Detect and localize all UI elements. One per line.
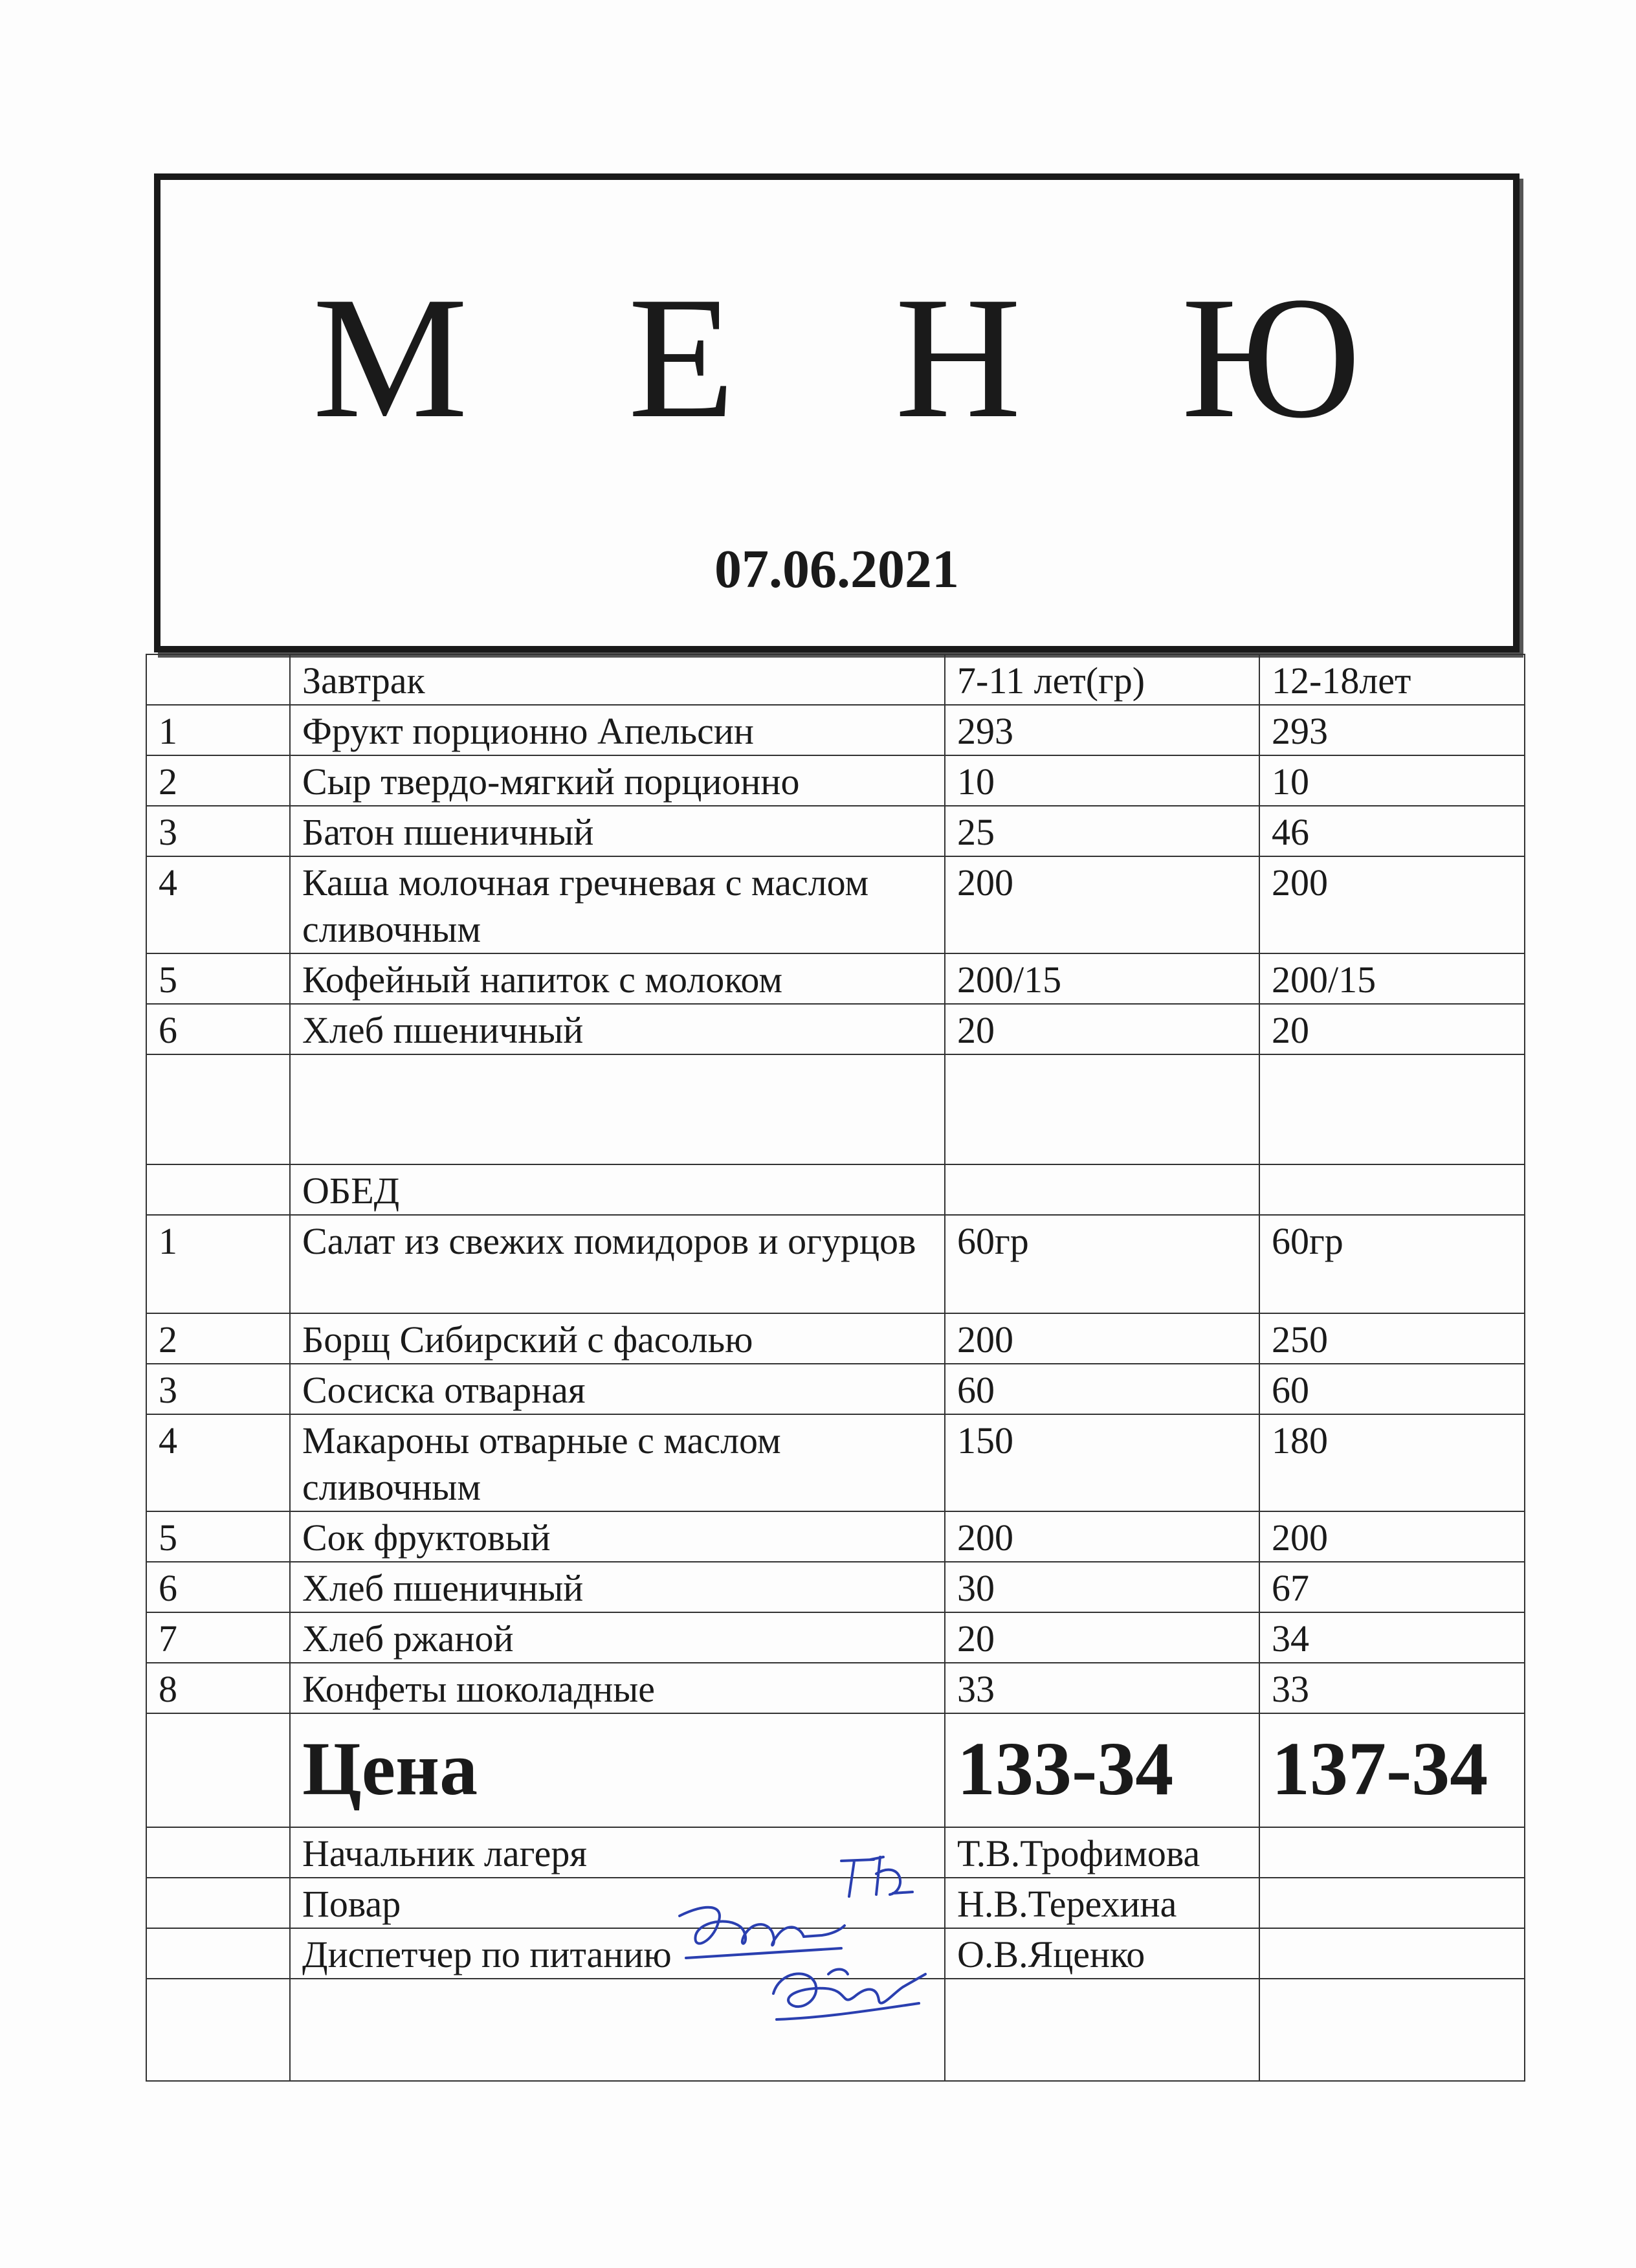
portion-7-11: 60	[945, 1364, 1259, 1414]
cell-num	[146, 654, 290, 705]
menu-title: М Е Н Ю	[313, 261, 1419, 454]
dish-name: Борщ Сибирский с фасолью	[290, 1313, 945, 1364]
portion-7-11: 10	[945, 755, 1259, 806]
age-7-11-header: 7-11 лет(гр)	[945, 654, 1259, 705]
table-row	[146, 806, 1525, 856]
row-num: 5	[146, 1511, 290, 1562]
portion-7-11: 150	[945, 1414, 1259, 1511]
dish-name: Сосиска отварная	[290, 1364, 945, 1414]
portion-12-18: 60	[1259, 1364, 1525, 1414]
portion-7-11: 30	[945, 1562, 1259, 1612]
row-num: 4	[146, 1414, 290, 1511]
dish-name: Сок фруктовый	[290, 1511, 945, 1562]
staff-name: Н.В.Терехина	[945, 1878, 1259, 1928]
portion-12-18: 34	[1259, 1612, 1525, 1663]
dish-name: Фрукт порционно Апельсин	[290, 705, 945, 755]
portion-12-18: 200/15	[1259, 953, 1525, 1004]
portion-7-11: 20	[945, 1612, 1259, 1663]
portion-12-18: 200	[1259, 1511, 1525, 1562]
portion-12-18: 20	[1259, 1004, 1525, 1054]
table-row	[146, 1313, 1525, 1364]
breakfast-label: Завтрак	[290, 654, 945, 705]
dish-name: Каша молочная гречневая с маслом сливочным	[290, 856, 945, 953]
row-num: 2	[146, 755, 290, 806]
row-num: 4	[146, 856, 290, 953]
table-row	[146, 1004, 1525, 1054]
portion-12-18: 46	[1259, 806, 1525, 856]
price-row	[146, 1713, 1525, 1827]
row-num: 2	[146, 1313, 290, 1364]
empty-row	[146, 1979, 1525, 2081]
dish-name: Салат из свежих помидоров и огурцов	[290, 1215, 945, 1313]
table-row	[146, 1414, 1525, 1511]
staff-row	[146, 1928, 1525, 1979]
staff-role: Начальник лагеря	[290, 1827, 945, 1878]
price-7-11: 133-34	[945, 1713, 1259, 1827]
table-row	[146, 755, 1525, 806]
portion-7-11: 293	[945, 705, 1259, 755]
lunch-label: ОБЕД	[290, 1164, 945, 1215]
title-box	[154, 173, 1520, 652]
row-num: 6	[146, 1004, 290, 1054]
portion-12-18: 33	[1259, 1663, 1525, 1713]
dish-name: Макароны отварные с маслом сливочным	[290, 1414, 945, 1511]
staff-name: Т.В.Трофимова	[945, 1827, 1259, 1878]
price-12-18: 137-34	[1259, 1713, 1525, 1827]
portion-12-18: 60гр	[1259, 1215, 1525, 1313]
portion-7-11: 60гр	[945, 1215, 1259, 1313]
table-row	[146, 1511, 1525, 1562]
row-num: 1	[146, 705, 290, 755]
portion-7-11: 200	[945, 1511, 1259, 1562]
lunch-header-row	[146, 1164, 1525, 1215]
staff-row	[146, 1827, 1525, 1878]
table-row	[146, 856, 1525, 953]
table-row	[146, 1562, 1525, 1612]
staff-role: Повар	[290, 1878, 945, 1928]
staff-role: Диспетчер по питанию	[290, 1928, 945, 1979]
menu-date: 07.06.2021	[714, 539, 959, 599]
portion-12-18: 67	[1259, 1562, 1525, 1612]
portion-12-18: 250	[1259, 1313, 1525, 1364]
dish-name: Кофейный напиток с молоком	[290, 953, 945, 1004]
portion-12-18: 180	[1259, 1414, 1525, 1511]
dish-name: Хлеб пшеничный	[290, 1562, 945, 1612]
table-row	[146, 953, 1525, 1004]
row-num: 3	[146, 1364, 290, 1414]
table-row	[146, 1215, 1525, 1313]
row-num: 6	[146, 1562, 290, 1612]
dish-name: Хлеб пшеничный	[290, 1004, 945, 1054]
portion-12-18: 293	[1259, 705, 1525, 755]
portion-7-11: 20	[945, 1004, 1259, 1054]
menu-table	[146, 654, 1525, 2082]
portion-7-11: 200	[945, 1313, 1259, 1364]
staff-row	[146, 1878, 1525, 1928]
dish-name: Конфеты шоколадные	[290, 1663, 945, 1713]
row-num: 7	[146, 1612, 290, 1663]
row-num: 1	[146, 1215, 290, 1313]
portion-12-18: 200	[1259, 856, 1525, 953]
portion-12-18: 10	[1259, 755, 1525, 806]
staff-name: О.В.Яценко	[945, 1928, 1259, 1979]
portion-7-11: 25	[945, 806, 1259, 856]
table-row	[146, 1364, 1525, 1414]
portion-7-11: 200	[945, 856, 1259, 953]
table-row	[146, 1663, 1525, 1713]
dish-name: Хлеб ржаной	[290, 1612, 945, 1663]
row-num: 3	[146, 806, 290, 856]
dish-name: Сыр твердо-мягкий порционно	[290, 755, 945, 806]
breakfast-header-row	[146, 654, 1525, 705]
portion-7-11: 33	[945, 1663, 1259, 1713]
empty-row	[146, 1054, 1525, 1164]
table-row	[146, 1612, 1525, 1663]
row-num: 8	[146, 1663, 290, 1713]
dish-name: Батон пшеничный	[290, 806, 945, 856]
price-label: Цена	[290, 1713, 945, 1827]
table-row	[146, 705, 1525, 755]
portion-7-11: 200/15	[945, 953, 1259, 1004]
age-12-18-header: 12-18лет	[1259, 654, 1525, 705]
row-num: 5	[146, 953, 290, 1004]
